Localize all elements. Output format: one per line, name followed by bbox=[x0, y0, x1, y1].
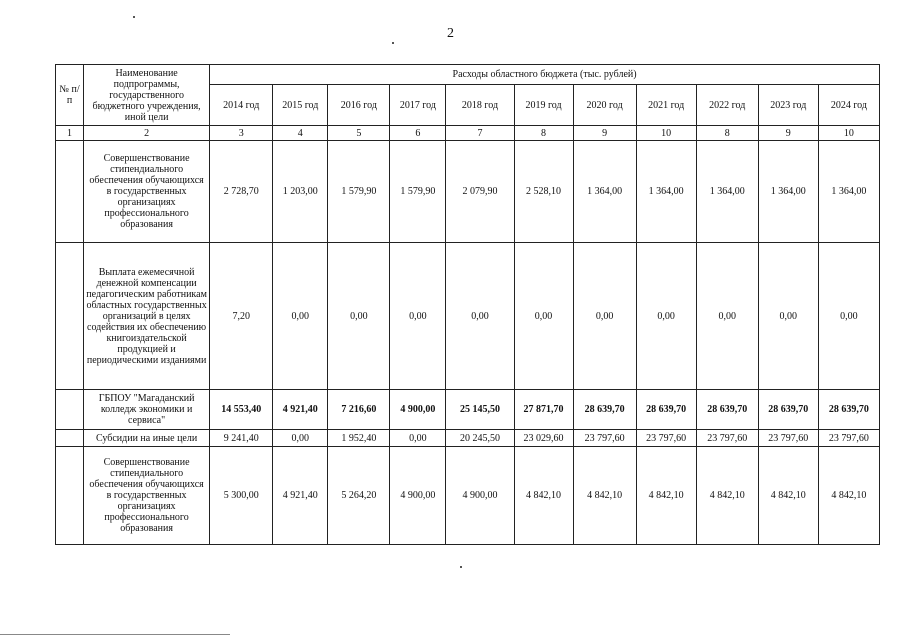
index-cell: 9 bbox=[758, 126, 818, 141]
value-cell: 7,20 bbox=[210, 243, 273, 390]
value-cell: 0,00 bbox=[818, 243, 879, 390]
index-cell: 3 bbox=[210, 126, 273, 141]
page-number: 2 bbox=[447, 26, 454, 41]
year-header: 2014 год bbox=[210, 85, 273, 126]
value-cell: 0,00 bbox=[390, 430, 446, 447]
index-cell: 9 bbox=[573, 126, 636, 141]
value-cell: 0,00 bbox=[758, 243, 818, 390]
table-row bbox=[56, 447, 880, 545]
row-number bbox=[56, 243, 84, 390]
column-header-no: № п/п bbox=[56, 65, 84, 126]
value-cell: 1 579,90 bbox=[328, 141, 390, 243]
year-header: 2017 год bbox=[390, 85, 446, 126]
year-header: 2024 год bbox=[818, 85, 879, 126]
table-row bbox=[56, 141, 880, 243]
budget-table bbox=[55, 64, 880, 545]
value-cell: 28 639,70 bbox=[696, 390, 758, 430]
year-header: 2019 год bbox=[514, 85, 573, 126]
value-cell: 9 241,40 bbox=[210, 430, 273, 447]
row-number bbox=[56, 141, 84, 243]
value-cell: 0,00 bbox=[696, 243, 758, 390]
year-header: 2023 год bbox=[758, 85, 818, 126]
value-cell: 0,00 bbox=[390, 243, 446, 390]
index-cell: 8 bbox=[514, 126, 573, 141]
scan-speck bbox=[133, 16, 135, 18]
index-cell: 6 bbox=[390, 126, 446, 141]
value-cell: 4 842,10 bbox=[696, 447, 758, 545]
value-cell: 0,00 bbox=[573, 243, 636, 390]
year-header: 2021 год bbox=[636, 85, 696, 126]
value-cell: 0,00 bbox=[273, 430, 328, 447]
value-cell: 0,00 bbox=[273, 243, 328, 390]
value-cell: 23 797,60 bbox=[818, 430, 879, 447]
value-cell: 4 842,10 bbox=[636, 447, 696, 545]
row-name: Выплата ежемесячной денежной компенсации педагогическим работникам областных государственных организаций в целях содействия их обеспечению книгоиздательской продукцией и периодическими изданиями bbox=[84, 243, 210, 390]
value-cell: 0,00 bbox=[446, 243, 514, 390]
index-cell: 1 bbox=[56, 126, 84, 141]
value-cell: 4 900,00 bbox=[390, 390, 446, 430]
value-cell: 4 921,40 bbox=[273, 390, 328, 430]
value-cell: 0,00 bbox=[328, 243, 390, 390]
value-cell: 23 797,60 bbox=[758, 430, 818, 447]
value-cell: 4 842,10 bbox=[573, 447, 636, 545]
row-name: ГБПОУ "Магаданский колледж экономики и сервиса" bbox=[84, 390, 210, 430]
value-cell: 1 364,00 bbox=[758, 141, 818, 243]
value-cell: 14 553,40 bbox=[210, 390, 273, 430]
index-row bbox=[56, 126, 880, 141]
value-cell: 5 300,00 bbox=[210, 447, 273, 545]
value-cell: 23 029,60 bbox=[514, 430, 573, 447]
row-name: Субсидии на иные цели bbox=[84, 430, 210, 447]
value-cell: 1 952,40 bbox=[328, 430, 390, 447]
index-cell: 10 bbox=[818, 126, 879, 141]
index-cell: 5 bbox=[328, 126, 390, 141]
row-number bbox=[56, 430, 84, 447]
value-cell: 1 579,90 bbox=[390, 141, 446, 243]
row-number bbox=[56, 447, 84, 545]
value-cell: 2 528,10 bbox=[514, 141, 573, 243]
index-cell: 2 bbox=[84, 126, 210, 141]
value-cell: 2 728,70 bbox=[210, 141, 273, 243]
value-cell: 20 245,50 bbox=[446, 430, 514, 447]
index-cell: 8 bbox=[696, 126, 758, 141]
value-cell: 0,00 bbox=[636, 243, 696, 390]
value-cell: 7 216,60 bbox=[328, 390, 390, 430]
value-cell: 23 797,60 bbox=[636, 430, 696, 447]
row-name: Совершенствование стипендиального обеспечения обучающихся в государственных организациях профессионального образования bbox=[84, 141, 210, 243]
value-cell: 4 921,40 bbox=[273, 447, 328, 545]
value-cell: 0,00 bbox=[514, 243, 573, 390]
value-cell: 1 364,00 bbox=[573, 141, 636, 243]
index-cell: 7 bbox=[446, 126, 514, 141]
value-cell: 25 145,50 bbox=[446, 390, 514, 430]
value-cell: 1 364,00 bbox=[696, 141, 758, 243]
value-cell: 1 203,00 bbox=[273, 141, 328, 243]
table-row bbox=[56, 430, 880, 447]
scan-artifact-line bbox=[0, 634, 230, 635]
value-cell: 28 639,70 bbox=[818, 390, 879, 430]
value-cell: 5 264,20 bbox=[328, 447, 390, 545]
column-header-name: Наименование подпрограммы, государственного бюджетного учреждения, иной цели bbox=[84, 65, 210, 126]
table-header bbox=[56, 65, 880, 141]
value-cell: 28 639,70 bbox=[636, 390, 696, 430]
table-body bbox=[56, 141, 880, 545]
scan-speck bbox=[392, 42, 394, 44]
value-cell: 4 842,10 bbox=[758, 447, 818, 545]
year-header: 2022 год bbox=[696, 85, 758, 126]
value-cell: 4 842,10 bbox=[818, 447, 879, 545]
table-row bbox=[56, 390, 880, 430]
column-header-expenses: Расходы областного бюджета (тыс. рублей) bbox=[210, 65, 880, 85]
value-cell: 4 900,00 bbox=[446, 447, 514, 545]
year-header: 2015 год bbox=[273, 85, 328, 126]
index-cell: 4 bbox=[273, 126, 328, 141]
value-cell: 4 842,10 bbox=[514, 447, 573, 545]
value-cell: 2 079,90 bbox=[446, 141, 514, 243]
scan-speck bbox=[460, 566, 462, 568]
index-cell: 10 bbox=[636, 126, 696, 141]
value-cell: 27 871,70 bbox=[514, 390, 573, 430]
year-header: 2018 год bbox=[446, 85, 514, 126]
value-cell: 1 364,00 bbox=[636, 141, 696, 243]
value-cell: 28 639,70 bbox=[758, 390, 818, 430]
value-cell: 1 364,00 bbox=[818, 141, 879, 243]
row-name: Совершенствование стипендиального обеспечения обучающихся в государственных организациях профессионального образования bbox=[84, 447, 210, 545]
year-header: 2016 год bbox=[328, 85, 390, 126]
value-cell: 4 900,00 bbox=[390, 447, 446, 545]
value-cell: 23 797,60 bbox=[696, 430, 758, 447]
year-header: 2020 год bbox=[573, 85, 636, 126]
row-number bbox=[56, 390, 84, 430]
table-row bbox=[56, 243, 880, 390]
value-cell: 28 639,70 bbox=[573, 390, 636, 430]
value-cell: 23 797,60 bbox=[573, 430, 636, 447]
